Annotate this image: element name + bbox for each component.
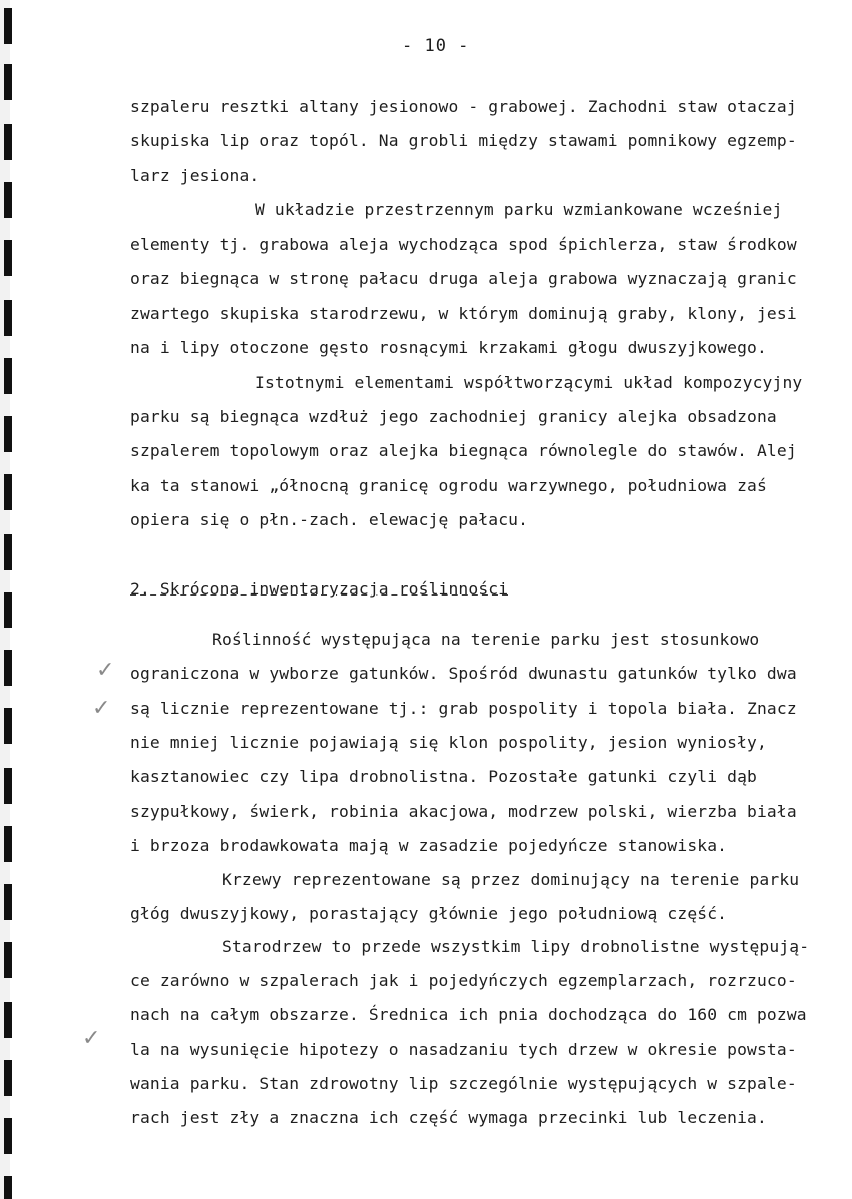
binding-mark	[4, 182, 12, 218]
text-line: nie mniej licznie pojawiają się klon pospolity, jesion wyniosły,	[130, 733, 767, 752]
binding-mark	[4, 1002, 12, 1038]
binding-mark	[4, 474, 12, 510]
page-number: - 10 -	[402, 36, 470, 56]
text-line: oraz biegnąca w stronę pałacu druga aleja grabowa wyznaczają granic	[130, 269, 797, 288]
text-line: larz jesiona.	[130, 166, 260, 185]
text-line: szpaleru resztki altany jesionowo - grabowej. Zachodni staw otaczaj	[130, 97, 797, 116]
text-line: opiera się o płn.-zach. elewację pałacu.	[130, 510, 529, 529]
text-line: wania parku. Stan zdrowotny lip szczególnie występujących w szpale-	[130, 1074, 797, 1093]
binding-mark	[4, 768, 12, 804]
binding-mark	[4, 358, 12, 394]
binding-mark	[4, 942, 12, 978]
binding-mark	[4, 884, 12, 920]
text-line: są licznie reprezentowane tj.: grab pospolity i topola biała. Znacz	[130, 699, 797, 718]
text-line: parku są biegnąca wzdłuż jego zachodniej granicy alejka obsadzona	[130, 407, 777, 426]
text-line: głóg dwuszyjkowy, porastający głównie jego południową część.	[130, 904, 728, 923]
text-line: ka ta stanowi „ółnocną granicę ogrodu warzywnego, południowa zaś	[130, 476, 767, 495]
text-line: i brzoza brodawkowata mają w zasadzie pojedyńcze stanowiska.	[130, 836, 728, 855]
check-mark-icon: ✓	[96, 658, 115, 683]
text-line: szypułkowy, świerk, robinia akacjowa, modrzew polski, wierzba biała	[130, 802, 797, 821]
text-line: kasztanowiec czy lipa drobnolistna. Pozostałe gatunki czyli dąb	[130, 767, 757, 786]
text-line: skupiska lip oraz topól. Na grobli między stawami pomnikowy egzemp-	[130, 131, 797, 150]
binding-mark	[4, 1060, 12, 1096]
binding-mark	[4, 300, 12, 336]
check-mark-icon: ✓	[92, 696, 111, 721]
text-line: W układzie przestrzennym parku wzmiankowane wcześniej	[255, 200, 783, 219]
text-line: la na wysunięcie hipotezy o nasadzaniu tych drzew w okresie powsta-	[130, 1040, 797, 1059]
binding-mark	[4, 592, 12, 628]
text-line: elementy tj. grabowa aleja wychodząca spod śpichlerza, staw środkow	[130, 235, 797, 254]
binding-mark	[4, 8, 12, 44]
binding-mark	[4, 124, 12, 160]
binding-mark	[4, 826, 12, 862]
text-line: Roślinność występująca na terenie parku jest stosunkowo	[212, 630, 760, 649]
binding-mark	[4, 1176, 12, 1199]
binding-mark	[4, 534, 12, 570]
text-line: Istotnymi elementami współtworzącymi układ kompozycyjny	[255, 373, 803, 392]
text-line: szpalerem topolowym oraz alejka biegnąca równolegle do stawów. Alej	[130, 441, 797, 460]
binding-mark	[4, 416, 12, 452]
binding-mark	[4, 1118, 12, 1154]
binding-mark	[4, 240, 12, 276]
text-line: nach na całym obszarze. Średnica ich pnia dochodząca do 160 cm pozwa	[130, 1005, 807, 1024]
text-line: Krzewy reprezentowane są przez dominujący na terenie parku	[222, 870, 800, 889]
text-line: ograniczona w ywborze gatunków. Spośród dwunastu gatunków tylko dwa	[130, 664, 797, 683]
binding-mark	[4, 708, 12, 744]
text-line: ce zarówno w szpalerach jak i pojedyńczych egzemplarzach, rozrzuco-	[130, 971, 797, 990]
binding-mark	[4, 650, 12, 686]
text-line: rach jest zły a znaczna ich część wymaga przecinki lub leczenia.	[130, 1108, 767, 1127]
check-mark-icon: ✓	[82, 1026, 101, 1051]
text-line: na i lipy otoczone gęsto rosnącymi krzakami głogu dwuszyjkowego.	[130, 338, 767, 357]
binding-mark	[4, 64, 12, 100]
text-line: zwartego skupiska starodrzewu, w którym dominują graby, klony, jesi	[130, 304, 797, 323]
section-heading: 2. Skrócona inwentaryzacja roślinności	[130, 579, 509, 598]
text-line: Starodrzew to przede wszystkim lipy drobnolistne występują-	[222, 937, 810, 956]
